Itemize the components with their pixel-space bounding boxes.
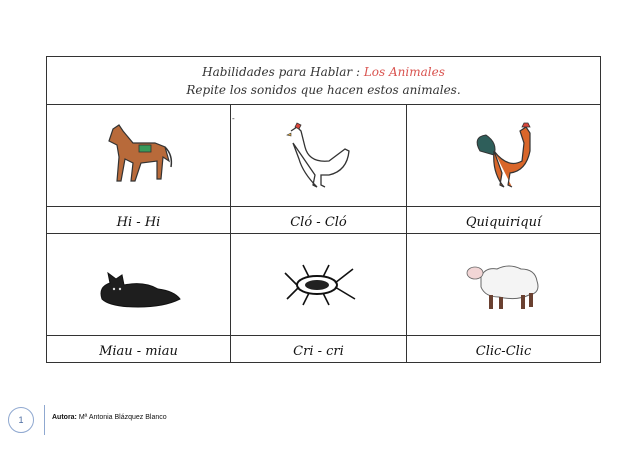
page-title (47, 63, 600, 81)
stray-mark: - (232, 114, 235, 123)
sound-label: Quiquiriquí (465, 214, 542, 230)
sound-label: Cló - Cló (290, 214, 347, 230)
sound-cell (231, 336, 407, 363)
rooster-icon (464, 121, 544, 191)
page-footer (0, 405, 638, 435)
sound-label: Cri - cri (293, 343, 344, 359)
title-accent: Los Animales (363, 64, 445, 79)
rooster-cell (407, 105, 601, 207)
cat-icon (94, 255, 184, 315)
sound-label: Clic-Clic (475, 343, 532, 359)
sound-cell (231, 207, 407, 234)
author-label: Autora: (52, 414, 77, 421)
author-name: Mª Antonia Blázquez Blanco (78, 414, 167, 421)
horse-cell (47, 105, 231, 207)
sound-label: Hi - Hi (116, 214, 161, 230)
animal-sounds-table (46, 56, 601, 363)
sheep-cell (407, 234, 601, 336)
page-number: 1 (8, 407, 34, 433)
sound-cell (47, 207, 231, 234)
hen-icon (279, 121, 359, 191)
sound-cell (407, 207, 601, 234)
hen-cell (231, 105, 407, 207)
horse-icon (99, 121, 179, 191)
page-subtitle: Repite los sonidos que hacen estos animales. (186, 82, 461, 97)
title-prefix: Habilidades para Hablar : (202, 64, 364, 79)
sound-cell (407, 336, 601, 363)
sound-label: Miau - miau (99, 343, 178, 359)
table-header (47, 57, 601, 105)
sheep-icon (459, 255, 549, 315)
author-credit (52, 414, 167, 421)
cricket-cell (231, 234, 407, 336)
cricket-icon (279, 255, 359, 315)
footer-divider (44, 405, 45, 435)
cat-cell (47, 234, 231, 336)
sound-cell (47, 336, 231, 363)
